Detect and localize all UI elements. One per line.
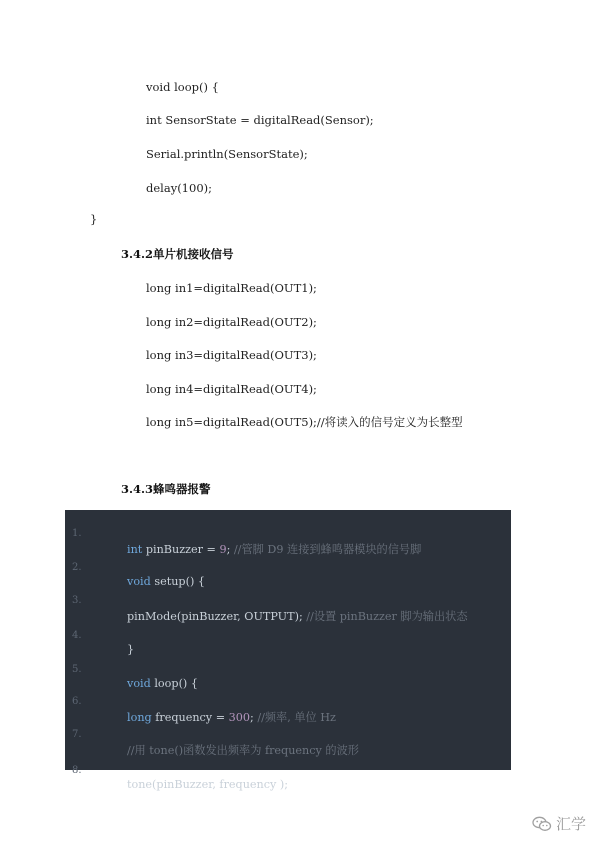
code-row [65,549,511,588]
code-row [65,651,511,690]
code-line: long in2=digitalRead(OUT2); [146,315,317,329]
code-text: pinBuzzer = [142,543,220,556]
code-row [65,515,511,556]
number-literal: 9 [219,543,227,556]
code-line: Serial.println(SensorState); [146,147,308,161]
line-number: 3. [72,595,82,606]
line-number: 6. [72,696,82,707]
code-line: delay(100); [146,181,212,195]
wechat-icon [532,816,552,832]
code-line: long in4=digitalRead(OUT4); [146,382,317,396]
code-comment: //管脚 D9 连接到蜂鸣器模块的信号脚 [233,543,422,556]
code-row [65,617,511,656]
line-number: 4. [72,630,82,641]
watermark-text: 汇学 [555,815,586,833]
code-text: setup() { [150,575,205,588]
keyword: void [127,575,151,588]
code-comment: //设置 pinBuzzer 脚为输出状态 [306,610,468,623]
line-number: 5. [72,664,82,675]
code-line: int SensorState = digitalRead(Sensor); [146,113,374,127]
code-comment: //用 tone()函数发出频率为 frequency 的波形 [127,744,359,757]
code-comment: //频率, 单位 Hz [257,711,336,724]
code-line: void loop() { [146,80,219,94]
line-number: 2. [72,562,82,573]
code-text: ; [226,543,234,556]
code-text: tone(pinBuzzer, frequency ); [127,778,289,791]
section-heading: 3.4.2单片机接收信号 [121,247,234,261]
keyword: int [127,543,143,556]
keyword: long [127,711,152,724]
number-literal: 300 [228,711,250,724]
code-text: loop() { [150,677,198,690]
code-text: frequency = [151,711,229,724]
code-line: } [90,212,98,226]
code-line: long in5=digitalRead(OUT5);//将读入的信号定义为长整型 [146,415,463,429]
line-number: 1. [72,528,82,539]
code-text: pinMode(pinBuzzer, OUTPUT); [127,610,307,623]
keyword: void [127,677,151,690]
code-block [65,510,511,791]
code-line: long in1=digitalRead(OUT1); [146,281,317,295]
code-row [65,716,511,757]
code-row [65,752,511,791]
watermark [532,813,586,834]
line-number: 8. [72,765,82,776]
code-row [65,683,511,724]
line-number: 7. [72,729,82,740]
code-text: } [127,643,135,656]
code-line: long in3=digitalRead(OUT3); [146,348,317,362]
section-heading: 3.4.3蜂鸣器报警 [121,482,211,496]
code-row [65,582,511,623]
code-text: ; [249,711,258,724]
